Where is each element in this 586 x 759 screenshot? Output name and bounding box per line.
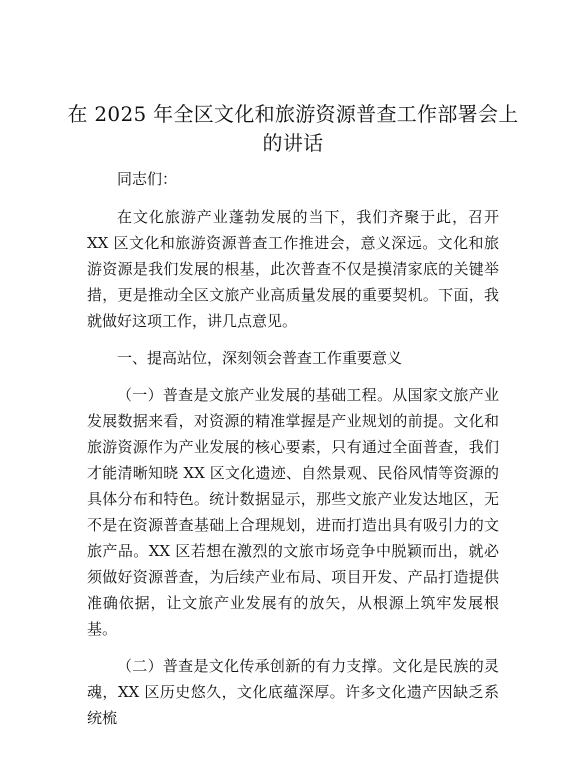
body-paragraph-2: （二）普查是文化传承创新的有力支撑。文化是民族的灵魂，XX 区历史悠久，文化底蕴深厚。许多文化遗产因缺乏系统梳: [87, 657, 499, 727]
body-paragraph-1: （一）普查是文旅产业发展的基础工程。从国家文旅产业发展数据来看，对资源的精准掌握是产业规划的前提。文化和旅游资源作为产业发展的核心要素，只有通过全面普查，我们才能清晰知晓 XX 区文化遗迹、自然景观、民俗风情等资源的具体分布和特色。统计数据显示，那些文旅产业发达地区，无不是在资源普查基础上合理规划，进而打造出具有吸引力的文旅产品。XX 区若想在激烈的文旅市场竞争中脱颖而出，就必须做好资源普查，为后续产业布局、项目开发、产品打造提供准确依据，让文旅产业发展有的放矢，从根源上筑牢发展根基。: [87, 386, 499, 638]
document-body: [87, 166, 499, 742]
intro-paragraph: 在文化旅游产业蓬勃发展的当下，我们齐聚于此，召开 XX 区文化和旅游资源普查工作推进会，意义深远。文化和旅游资源是我们发展的根基，此次普查不仅是摸清家底的关键举措，更是推动全区文旅产业高质量发展的重要契机。下面，我就做好这项工作，讲几点意见。: [87, 208, 499, 330]
salutation-paragraph: 同志们：: [117, 170, 178, 188]
document-title: 在 2025 年全区文化和旅游资源普查工作部署会上的讲话: [67, 102, 519, 155]
section-heading: 一、提高站位，深刻领会普查工作重要意义: [117, 349, 403, 367]
